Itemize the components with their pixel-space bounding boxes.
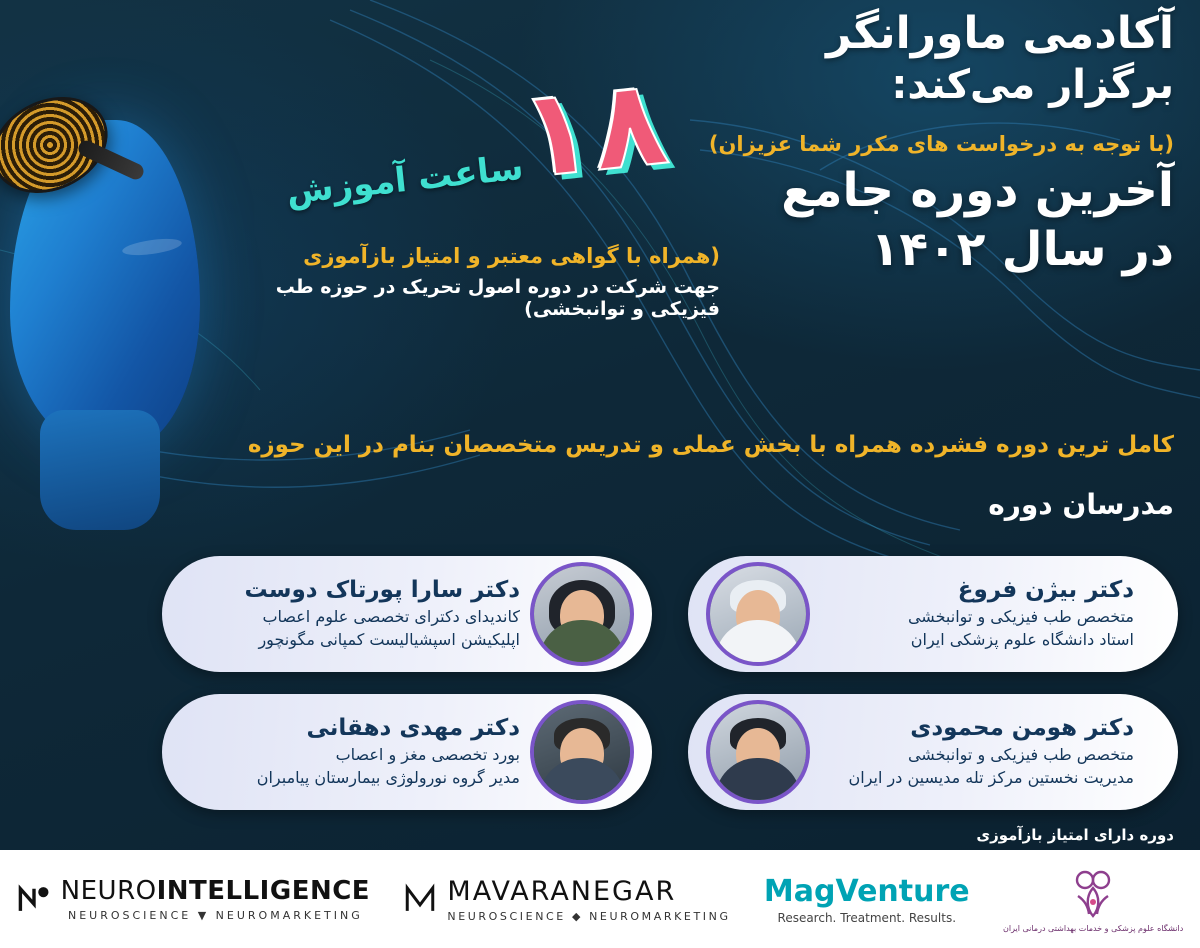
speaker-card [162,556,652,672]
speaker-name: دکتر سارا پورتاک دوست [244,577,520,604]
logo-neurointelligence-b: INTELLIGENCE [156,876,371,906]
neuro-mark-icon [17,880,51,918]
speaker-detail-1: بورد تخصصی مغز و اعصاب [335,745,520,765]
logo-iums-caption: دانشگاه علوم پزشکی و خدمات بهداشتی درمانی ایران [1002,923,1184,933]
speaker-detail-2: مدیریت نخستین مرکز تله مدیسین در ایران [848,768,1134,788]
speaker-card [688,694,1178,810]
speaker-detail-2: اپلیکیشن اسپشیالیست کمپانی مگونچور [258,630,520,650]
avatar [530,562,634,666]
sponsor-logo-bar [0,850,1200,948]
logo-magventure [764,874,970,925]
logo-magventure-tagline: Research. Treatment. Results. [777,910,957,925]
course-headline-1: آخرین دوره جامع [781,162,1174,218]
speaker-card [688,556,1178,672]
logo-mavaranegar [403,876,730,923]
course-subtitle: کامل ترین دوره فشرده همراه با بخش عملی و تدریس متخصصان بنام در این حوزه [247,432,1174,458]
speaker-name: دکتر بیژن فروغ [957,577,1134,604]
academy-presents: برگزار می‌کند: [891,61,1174,108]
speakers-grid [28,556,1178,810]
course-headline-2: در سال ۱۴۰۲ [870,221,1174,277]
hours-number: ۱۸ [513,52,674,207]
logo-mavaranegar-name: MAVARANEGAR [447,875,677,907]
logo-iums [1003,866,1183,933]
speaker-detail-2: استاد دانشگاه علوم پزشکی ایران [910,630,1134,650]
speaker-detail-2: مدیر گروه نورولوژی بیمارستان پیامبران [256,768,520,788]
speaker-detail-1: کاندیدای دکترای تخصصی علوم اعصاب [262,607,520,627]
speaker-name: دکتر هومن محمودی [910,715,1134,742]
academy-name: آکادمی ماورانگر [826,8,1174,59]
logo-neurointelligence-a: NEURO [60,876,157,906]
avatar [530,700,634,804]
mavaranegar-mark-icon [403,880,437,918]
certificate-line-2: جهت شرکت در دوره اصول تحریک در حوزه طب فیزیکی و توانبخشی) [275,276,720,320]
head-neck [40,410,160,530]
avatar [706,700,810,804]
logo-mavaranegar-tagline: NEUROSCIENCE ◆ NEUROMARKETING [447,909,731,923]
speaker-detail-1: متخصص طب فیزیکی و توانبخشی [907,745,1134,765]
iums-emblem-icon [1064,866,1122,922]
retraining-credit-note: دوره دارای امتیاز بازآموزی [976,826,1174,844]
speaker-card [162,694,652,810]
avatar [706,562,810,666]
hours-label: ساعت آموزش [284,147,526,213]
speaker-name: دکتر مهدی دهقانی [306,715,520,742]
request-note: (با توجه به درخواست های مکرر شما عزیزان) [708,131,1174,156]
logo-magventure-a: Mag [763,873,836,909]
logo-neurointelligence [17,876,370,922]
speaker-detail-1: متخصص طب فیزیکی و توانبخشی [907,607,1134,627]
logo-neurointelligence-tagline: NEUROSCIENCE ▼ NEUROMARKETING [67,909,363,922]
teachers-section-title: مدرسان دوره [988,488,1174,521]
logo-magventure-b: Venture [835,873,970,909]
certificate-line-1: (همراه با گواهی معتبر و امتیاز بازآموزی [303,244,720,268]
